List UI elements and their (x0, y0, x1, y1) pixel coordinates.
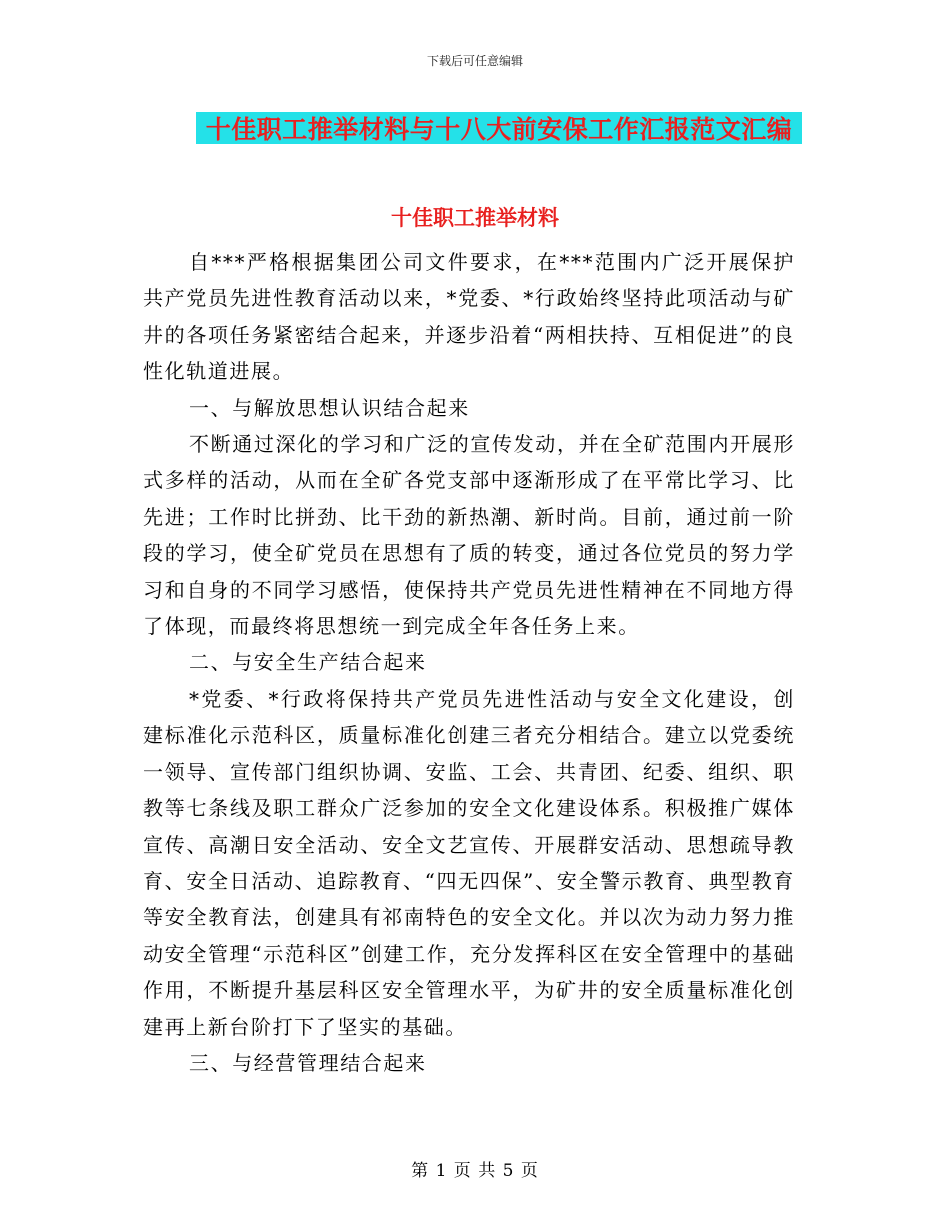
document-title-highlight (196, 112, 802, 144)
body-paragraph: *党委、*行政将保持共产党员先进性活动与安全文化建设，创建标准化示范科区，质量标准化创建三者充分相结合。建立以党委统一领导、宣传部门组织协调、安监、工会、共青团、纪委、组织、职教等七条线及职工群众广泛参加的安全文化建设体系。积极推广媒体宣传、高潮日安全活动、安全文艺宣传、开展群安活动、思想疏导教育、安全日活动、追踪教育、“四无四保”、安全警示教育、典型教育等安全教育法，创建具有祁南特色的安全文化。并以次为动力努力推动安全管理“示范科区”创建工作，充分发挥科区在安全管理中的基础作用，不断提升基层科区安全管理水平，为矿井的安全质量标准化创建再上新台阶打下了坚实的基础。 (143, 686, 795, 1039)
body-paragraph: 自***严格根据集团公司文件要求，在***范围内广泛开展保护共产党员先进性教育活动以来，*党委、*行政始终坚持此项活动与矿井的各项任务紧密结合起来，并逐步沿着“两相扶持、互相促进”的良性化轨道进展。 (143, 250, 795, 384)
page-footer: 第 1 页 共 5 页 (411, 1161, 539, 1181)
section-heading-2: 二、与安全生产结合起来 (189, 650, 427, 675)
header-note: 下载后可任意编辑 (426, 54, 523, 68)
section-heading-3: 三、与经营管理结合起来 (189, 1050, 427, 1075)
section-title: 十佳职工推举材料 (391, 205, 559, 230)
section-heading-1: 一、与解放思想认识结合起来 (189, 395, 470, 420)
document-body (143, 244, 795, 1081)
document-title: 十佳职工推举材料与十八大前安保工作汇报范文汇编 (205, 115, 793, 144)
body-paragraph: 不断通过深化的学习和广泛的宣传发动，并在全矿范围内开展形式多样的活动，从而在全矿各党支部中逐渐形成了在平常比学习、比先进；工作时比拼劲、比干劲的新热潮、新时尚。目前，通过前一阶段的学习，使全矿党员在思想有了质的转变，通过各位党员的努力学习和自身的不同学习感悟，使保持共产党员先进性精神在不同地方得了体现，而最终将思想统一到完成全年各任务上来。 (143, 432, 795, 639)
